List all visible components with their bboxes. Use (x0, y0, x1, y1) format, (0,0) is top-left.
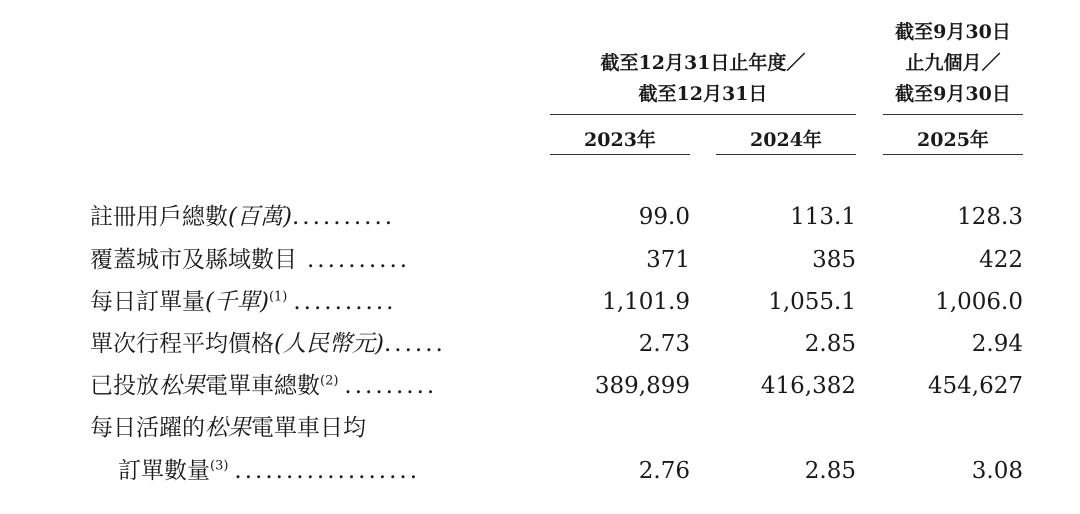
value-2023: 371 (646, 247, 690, 273)
row-label-daily-active-ebike-orders: 訂單數量$^{(3)}$ .................. (118, 458, 421, 484)
value-2023: 1,101.9 (602, 289, 690, 315)
value-2025: 422 (979, 247, 1023, 273)
header-col3-line3: 截至9月30日 (895, 83, 1011, 105)
value-2024: 113.1 (790, 204, 856, 230)
value-2024: 1,055.1 (768, 289, 856, 315)
row-label-avg-trip-price: 單次行程平均價格(人民幣元)...... (90, 331, 446, 357)
year-rule-2024 (716, 154, 856, 155)
year-2023: 2023年 (584, 129, 656, 151)
value-2024: 2.85 (804, 331, 856, 357)
header-col12 (550, 48, 856, 110)
header-rule-col12 (550, 114, 856, 115)
row-label-deployed-ebikes: 已投放松果電單車總數$^{(2)}$ ......... (90, 373, 438, 399)
header-col3-line2: 止九個月／ (905, 52, 1001, 74)
row-label-daily-active-ebike-line1: 每日活躍的松果電單車日均 (90, 415, 366, 441)
year-rule-2025 (883, 154, 1023, 155)
header-col12-line1: 截至12月31日止年度／ (600, 52, 806, 74)
row-label-registered-users: 註冊用戶總數(百萬).......... (90, 204, 396, 230)
year-2025: 2025年 (917, 129, 989, 151)
header-rule-col3 (883, 114, 1023, 115)
value-2025: 3.08 (971, 458, 1023, 484)
value-2023: 2.76 (638, 458, 690, 484)
header-col12-line2: 截至12月31日 (638, 83, 768, 105)
row-label-cities-counties: 覆蓋城市及縣域數目 .......... (90, 247, 411, 273)
year-2024: 2024年 (750, 129, 822, 151)
row-label-daily-orders: 每日訂單量(千單)$^{(1)}$ .......... (90, 289, 397, 315)
value-2024: 385 (812, 247, 856, 273)
value-2025: 1,006.0 (935, 289, 1023, 315)
value-2023: 2.73 (638, 331, 690, 357)
value-2025: 128.3 (957, 204, 1023, 230)
value-2023: 389,899 (594, 373, 690, 399)
value-2025: 2.94 (971, 331, 1023, 357)
header-col3 (883, 17, 1023, 110)
header-col3-line1: 截至9月30日 (895, 21, 1011, 43)
value-2025: 454,627 (927, 373, 1023, 399)
value-2024: 2.85 (804, 458, 856, 484)
value-2024: 416,382 (760, 373, 856, 399)
year-rule-2023 (550, 154, 690, 155)
value-2023: 99.0 (638, 204, 690, 230)
